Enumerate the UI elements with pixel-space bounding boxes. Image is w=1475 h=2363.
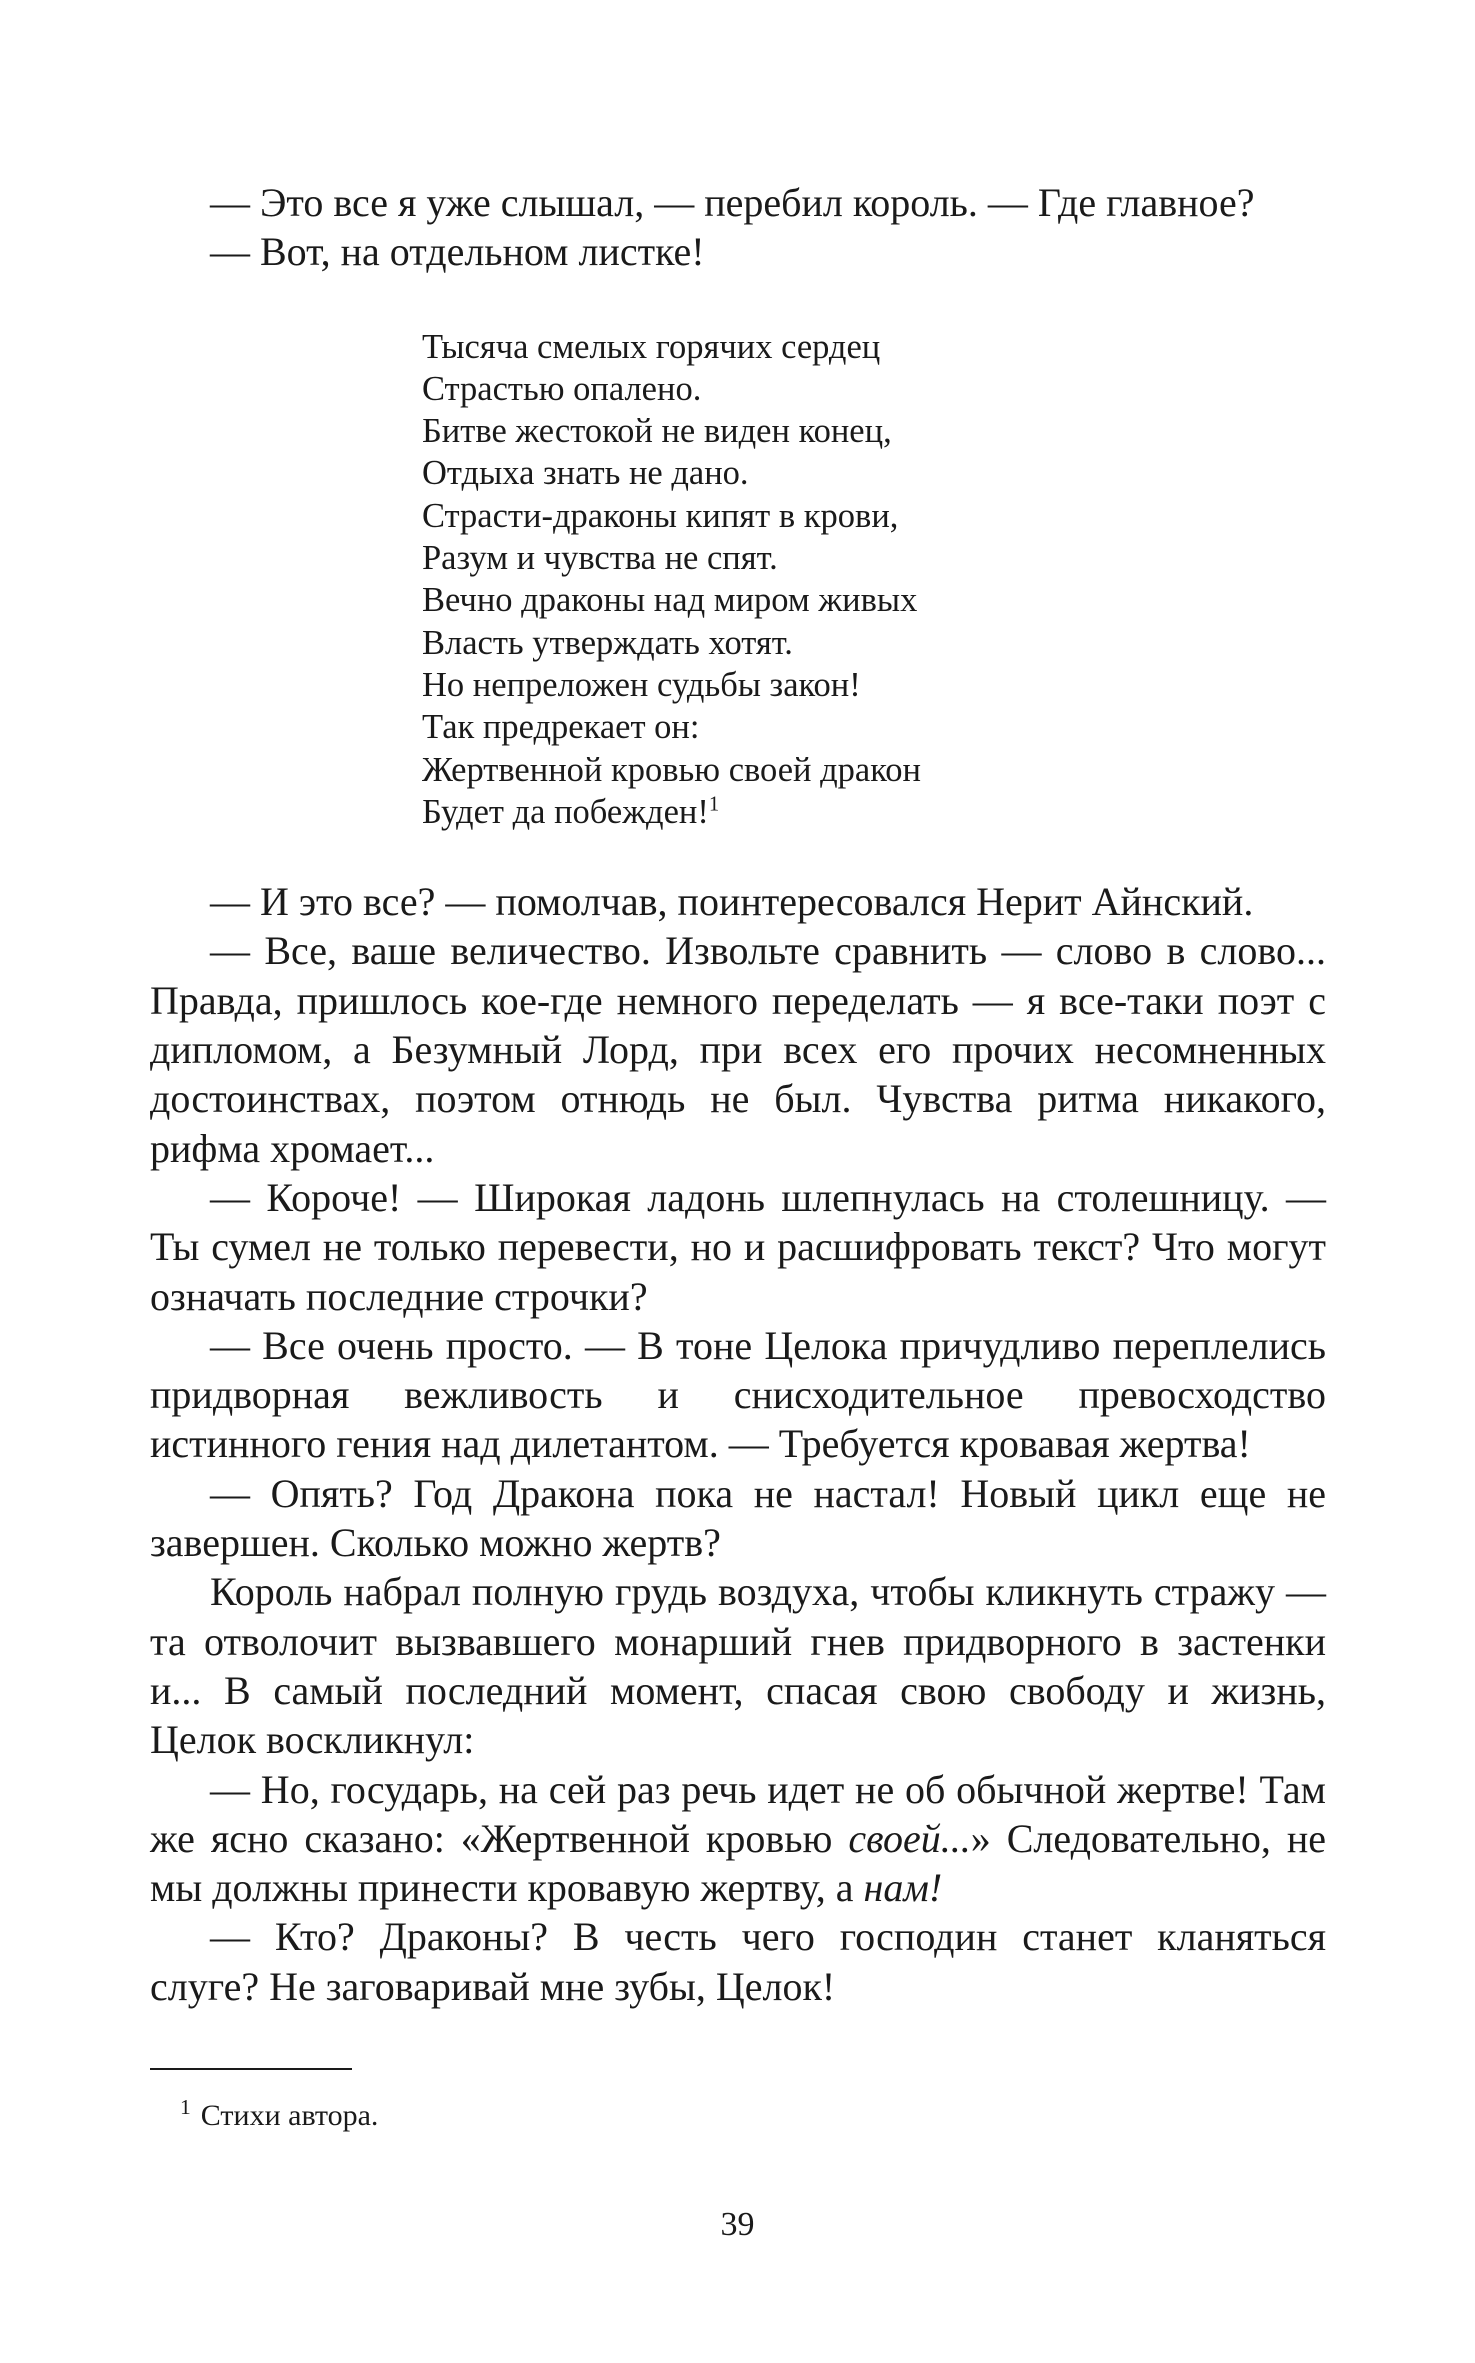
poem-line: Тысяча смелых горячих сердец bbox=[422, 327, 881, 366]
paragraph: — Это все я уже слышал, — перебил король. — Где главное? bbox=[210, 180, 1255, 225]
footnote-mark: 1 bbox=[180, 2095, 191, 2119]
poem-line-last bbox=[422, 791, 1326, 833]
poem-line: Но непреложен судьбы закон! bbox=[422, 665, 861, 704]
paragraph: — Все очень просто. — В тоне Целока причудливо переплелись придворная вежливость и снисходительное превосходство истинного гения над дилетантом. — Требуется кровавая жертва! bbox=[150, 1322, 1326, 1467]
paragraph: — Короче! — Широкая ладонь шлепнулась на столешницу. — Ты сумел не только перевести, но и расшифровать текст? Что могут означать последние строчки? bbox=[150, 1174, 1326, 1319]
paragraph: Король набрал полную грудь воздуха, чтобы кликнуть стражу — та отволочит вызвавшего монарший гнев придворного в застенки и... В самый последний момент, спасая свою свободу и жизнь, Целок воскликнул: bbox=[150, 1569, 1326, 1763]
poem-line: Жертвенной кровью своей дракон bbox=[422, 750, 921, 789]
footnote-divider bbox=[150, 2068, 352, 2070]
paragraph: — Вот, на отдельном листке! bbox=[210, 229, 705, 275]
footnote-text: Стихи автора. bbox=[200, 2099, 379, 2132]
main-text bbox=[150, 877, 1326, 2011]
paragraph: — Кто? Драконы? В честь чего господин станет кланяться слуге? Не заговаривай мне зубы, Целок! bbox=[150, 1914, 1326, 2009]
poem-line: Разум и чувства не спят. bbox=[422, 539, 778, 578]
text-run: » Следовательно, не мы должны принести кровавую жертву, а bbox=[150, 1815, 1326, 1911]
poem-line: Отдыха знать не дано. bbox=[422, 454, 749, 493]
intro-dialogue bbox=[150, 178, 1326, 277]
poem bbox=[422, 326, 1326, 834]
poem-line-text: Будет да побежден! bbox=[422, 792, 709, 831]
poem-line: Власть утверждать хотят. bbox=[422, 623, 793, 662]
page-content bbox=[150, 178, 1326, 2011]
text-run: — Но, государь, на сей раз речь идет не об обычной жертве! Там же ясно сказано: «Жертвенной кровью bbox=[150, 1766, 1326, 1861]
poem-line: Вечно драконы над миром живых bbox=[422, 581, 918, 620]
emphasis: нам! bbox=[863, 1865, 943, 1911]
poem-line: Страсти-драконы кипят в крови, bbox=[422, 496, 899, 535]
footnote bbox=[180, 2096, 378, 2136]
paragraph: — Все, ваше величество. Извольте сравнить — слово в слово... Правда, пришлось кое-где немного переделать — я все-таки поэт с дипломом, а Безумный Лорд, при всех его прочих несомненных достоинствах, поэтом отнюдь не был. Чувства ритма никакого, рифма хромает... bbox=[150, 928, 1326, 1171]
poem-line: Битве жестокой не виден конец, bbox=[422, 412, 892, 451]
paragraph bbox=[150, 1765, 1326, 1913]
paragraph: — И это все? — помолчав, поинтересовался Нерит Айнский. bbox=[210, 879, 1254, 925]
poem-line: Страстью опалено. bbox=[422, 369, 702, 408]
paragraph: — Опять? Год Дракона пока не настал! Новый цикл еще не завершен. Сколько можно жертв? bbox=[150, 1470, 1326, 1566]
page-number: 39 bbox=[720, 2206, 755, 2243]
emphasis: своей... bbox=[848, 1815, 971, 1861]
poem-line: Так предрекает он: bbox=[422, 708, 700, 747]
footnote-reference: 1 bbox=[708, 793, 720, 816]
